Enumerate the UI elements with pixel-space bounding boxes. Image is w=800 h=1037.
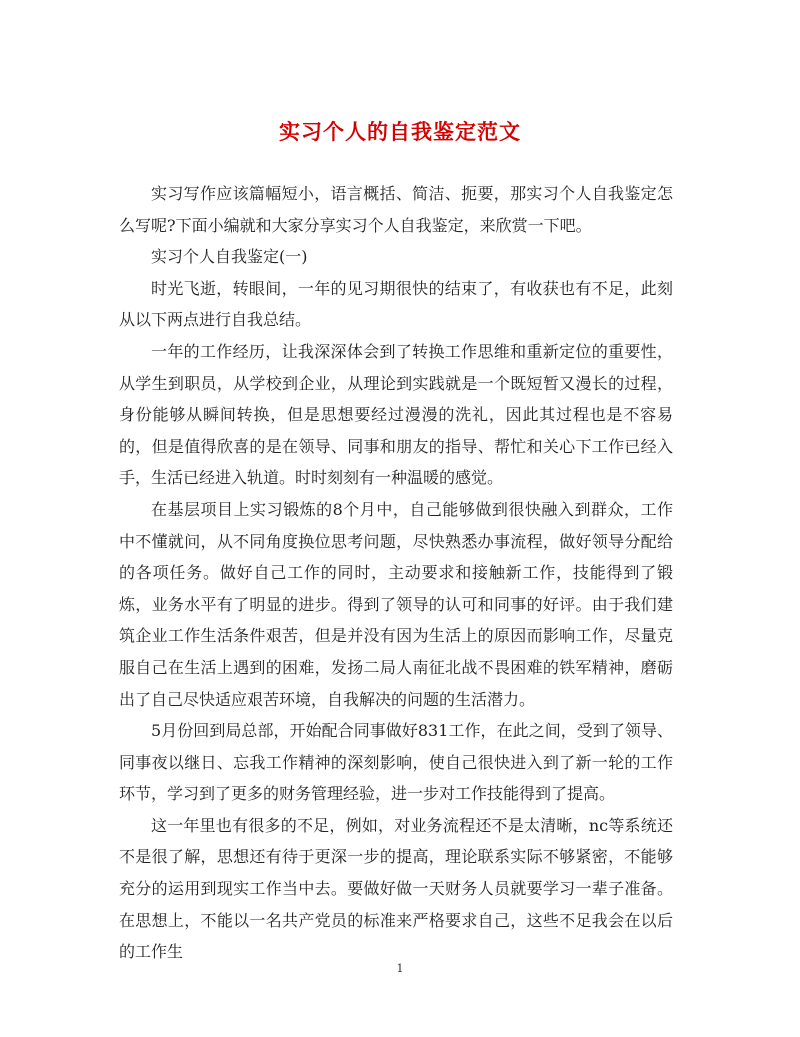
document-body [119, 178, 673, 968]
body-paragraph: 在基层项目上实习锻炼的8个月中，自己能够做到很快融入到群众，工作中不懂就问，从不同角度换位思考问题，尽快熟悉办事流程，做好领导分配给的各项任务。做好自己工作的同时，主动要求和接触新工作，技能得到了锻炼，业务水平有了明显的进步。得到了领导的认可和同事的好评。由于我们建筑企业工作生活条件艰苦，但是并没有因为生活上的原因而影响工作，尽量克服自己在生活上遇到的困难，发扬二局人南征北战不畏困难的铁军精神，磨砺出了自己尽快适应艰苦环境，自我解决的问题的生活潜力。 [119, 499, 673, 709]
body-paragraph: 这一年里也有很多的不足，例如，对业务流程还不是太清晰，nc等系统还不是很了解，思想还有待于更深一步的提高，理论联系实际不够紧密，不能够充分的运用到现实工作当中去。要做好做一天财务人员就要学习一辈子准备。在思想上，不能以一名共产党员的标准来严格要求自己，这些不足我会在以后的工作生 [119, 815, 673, 962]
body-paragraph: 5月份回到局总部，开始配合同事做好831工作，在此之间，受到了领导、同事夜以继日、忘我工作精神的深刻影响，使自己很快进入到了新一轮的工作环节，学习到了更多的财务管理经验，进一步对工作技能得到了提高。 [119, 721, 673, 804]
document-title: 实习个人的自我鉴定范文 [279, 119, 521, 144]
page-number: 1 [396, 962, 404, 975]
body-paragraph: 一年的工作经历，让我深深体会到了转换工作思维和重新定位的重要性，从学生到职员，从学校到企业，从理论到实践就是一个既短暂又漫长的过程，身份能够从瞬间转换，但是思想要经过漫漫的洗礼，因此其过程也是不容易的，但是值得欣喜的是在领导、同事和朋友的指导、帮忙和关心下工作已经入手，生活已经进入轨道。时时刻刻有一种温暖的感觉。 [119, 341, 673, 488]
intro-paragraph: 实习写作应该篇幅短小，语言概括、简洁、扼要，那实习个人自我鉴定怎么写呢?下面小编就和大家分享实习个人自我鉴定，来欣赏一下吧。 [119, 184, 673, 235]
section-heading: 实习个人自我鉴定(一) [151, 247, 308, 267]
body-paragraph: 时光飞逝，转眼间，一年的见习期很快的结束了，有收获也有不足，此刻从以下两点进行自我总结。 [119, 278, 673, 330]
